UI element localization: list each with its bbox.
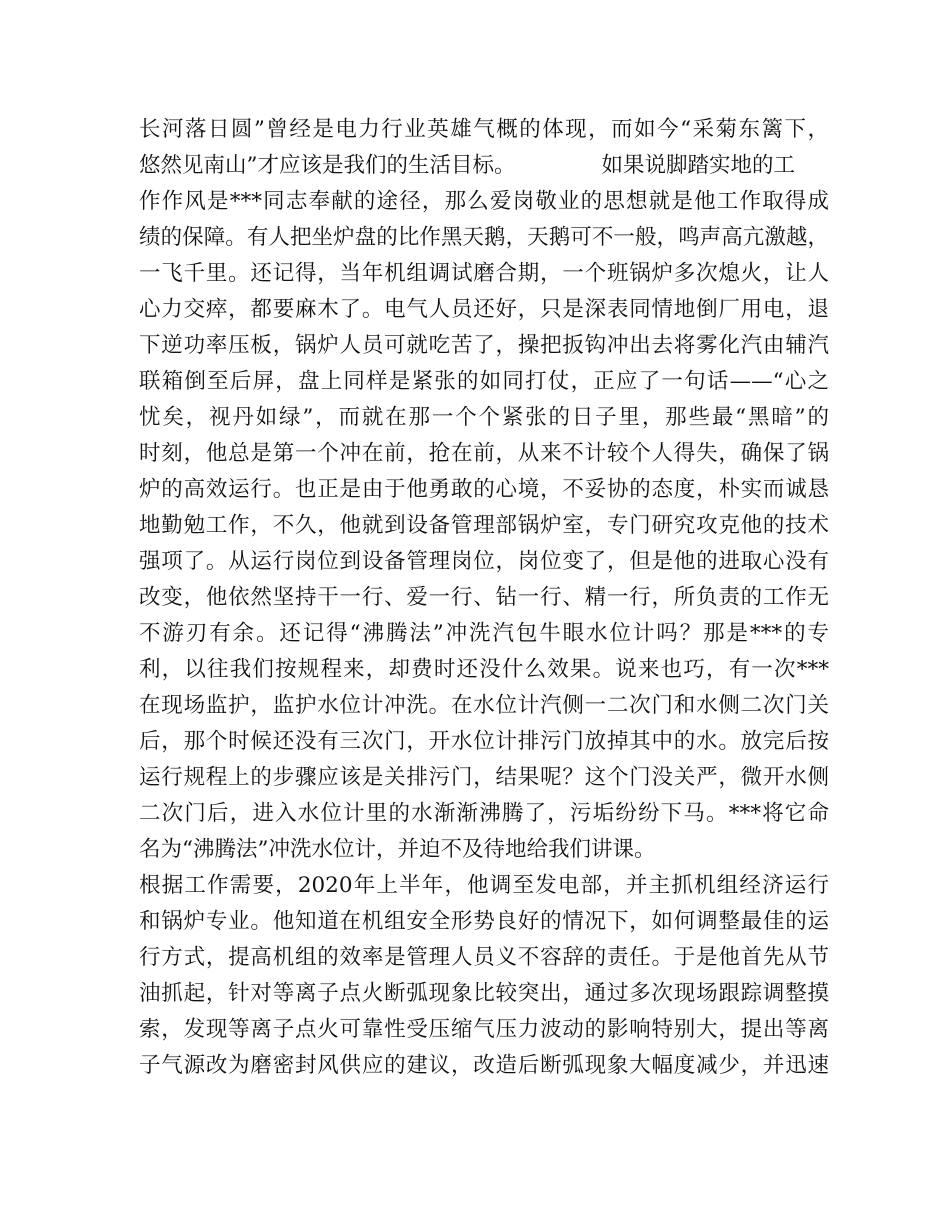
text-line-2 [139, 148, 829, 184]
text-line-16: 利，以往我们按规程来，却费时还没什么效果。说来也巧，有一次*** [139, 657, 829, 682]
text-line-13: 强项了。从运行岗位到设备管理岗位，岗位变了，但是他的进取心没有 [139, 549, 829, 574]
text-line-10: 时刻，他总是第一个冲在前，抢在前，从来不计较个人得失，确保了锅 [139, 441, 829, 466]
text-line-5: 一飞千里。还记得，当年机组调试磨合期，一个班锅炉多次熄火，让人 [139, 261, 829, 286]
text-line-14: 改变，他依然坚持干一行、爱一行、钻一行、精一行，所负责的工作无 [139, 585, 829, 610]
text-line-27: 子气源改为磨密封风供应的建议，改造后断弧现象大幅度减少，并迅速 [139, 1053, 829, 1078]
text-line-17: 在现场监护，监护水位计冲洗。在水位计汽侧一二次门和水侧二次门关 [139, 693, 829, 718]
text-line-6: 心力交瘁，都要麻木了。电气人员还好，只是深表同情地倒厂用电，退 [139, 297, 829, 322]
text-line-25: 油抓起，针对等离子点火断弧现象比较突出，通过多次现场跟踪调整摸 [139, 981, 829, 1006]
text-line-24: 行方式，提高机组的效率是管理人员义不容辞的责任。于是他首先从节 [139, 945, 829, 970]
text-line-15: 不游刃有余。还记得“沸腾法”冲洗汽包牛眼水位计吗？那是***的专 [139, 621, 829, 646]
text-line-2-part-b: 如果说脚踏实地的工 [601, 153, 796, 178]
text-line-26: 索，发现等离子点火可靠性受压缩气压力波动的影响特别大，提出等离 [139, 1017, 829, 1042]
text-line-8: 联箱倒至后屏，盘上同样是紧张的如同打仗，正应了一句话——“心之 [139, 369, 829, 394]
text-line-7: 下逆功率压板，锅炉人员可就吃苦了，操把扳钩冲出去将雾化汽由辅汽 [139, 333, 829, 358]
text-line-12: 地勤勉工作，不久，他就到设备管理部锅炉室，专门研究攻克他的技术 [139, 513, 829, 538]
text-line-11: 炉的高效运行。也正是由于他勇敢的心境，不妥协的态度，朴实而诚恳 [139, 477, 829, 502]
text-line-20: 二次门后，进入水位计里的水渐渐沸腾了，污垢纷纷下马。***将它命 [139, 801, 829, 826]
text-line-2-part-a: 悠然见南山”才应该是我们的生活目标。 [139, 153, 516, 178]
text-line-4: 绩的保障。有人把坐炉盘的比作黑天鹅，天鹅可不一般，鸣声高亢激越， [139, 225, 829, 250]
text-line-9: 忧矣，视丹如绿”，而就在那一个个紧张的日子里，那些最“黑暗”的 [139, 405, 829, 430]
text-line-21: 名为“沸腾法”冲洗水位计，并迫不及待地给我们讲课。 [139, 837, 656, 862]
text-line-19: 运行规程上的步骤应该是关排污门，结果呢？这个门没关严，微开水侧 [139, 765, 829, 790]
text-line-23: 和锅炉专业。他知道在机组安全形势良好的情况下，如何调整最佳的运 [139, 909, 829, 934]
body-text [139, 112, 829, 1084]
text-line-1: 长河落日圆”曾经是电力行业英雄气概的体现，而如今“采菊东篱下， [139, 117, 829, 142]
text-line-3: 作作风是***同志奉献的途径，那么爱岗敬业的思想就是他工作取得成 [139, 189, 829, 214]
text-line-18: 后，那个时候还没有三次门，开水位计排污门放掉其中的水。放完后按 [139, 729, 829, 754]
text-line-22: 根据工作需要，2020年上半年，他调至发电部，并主抓机组经济运行 [139, 873, 829, 898]
